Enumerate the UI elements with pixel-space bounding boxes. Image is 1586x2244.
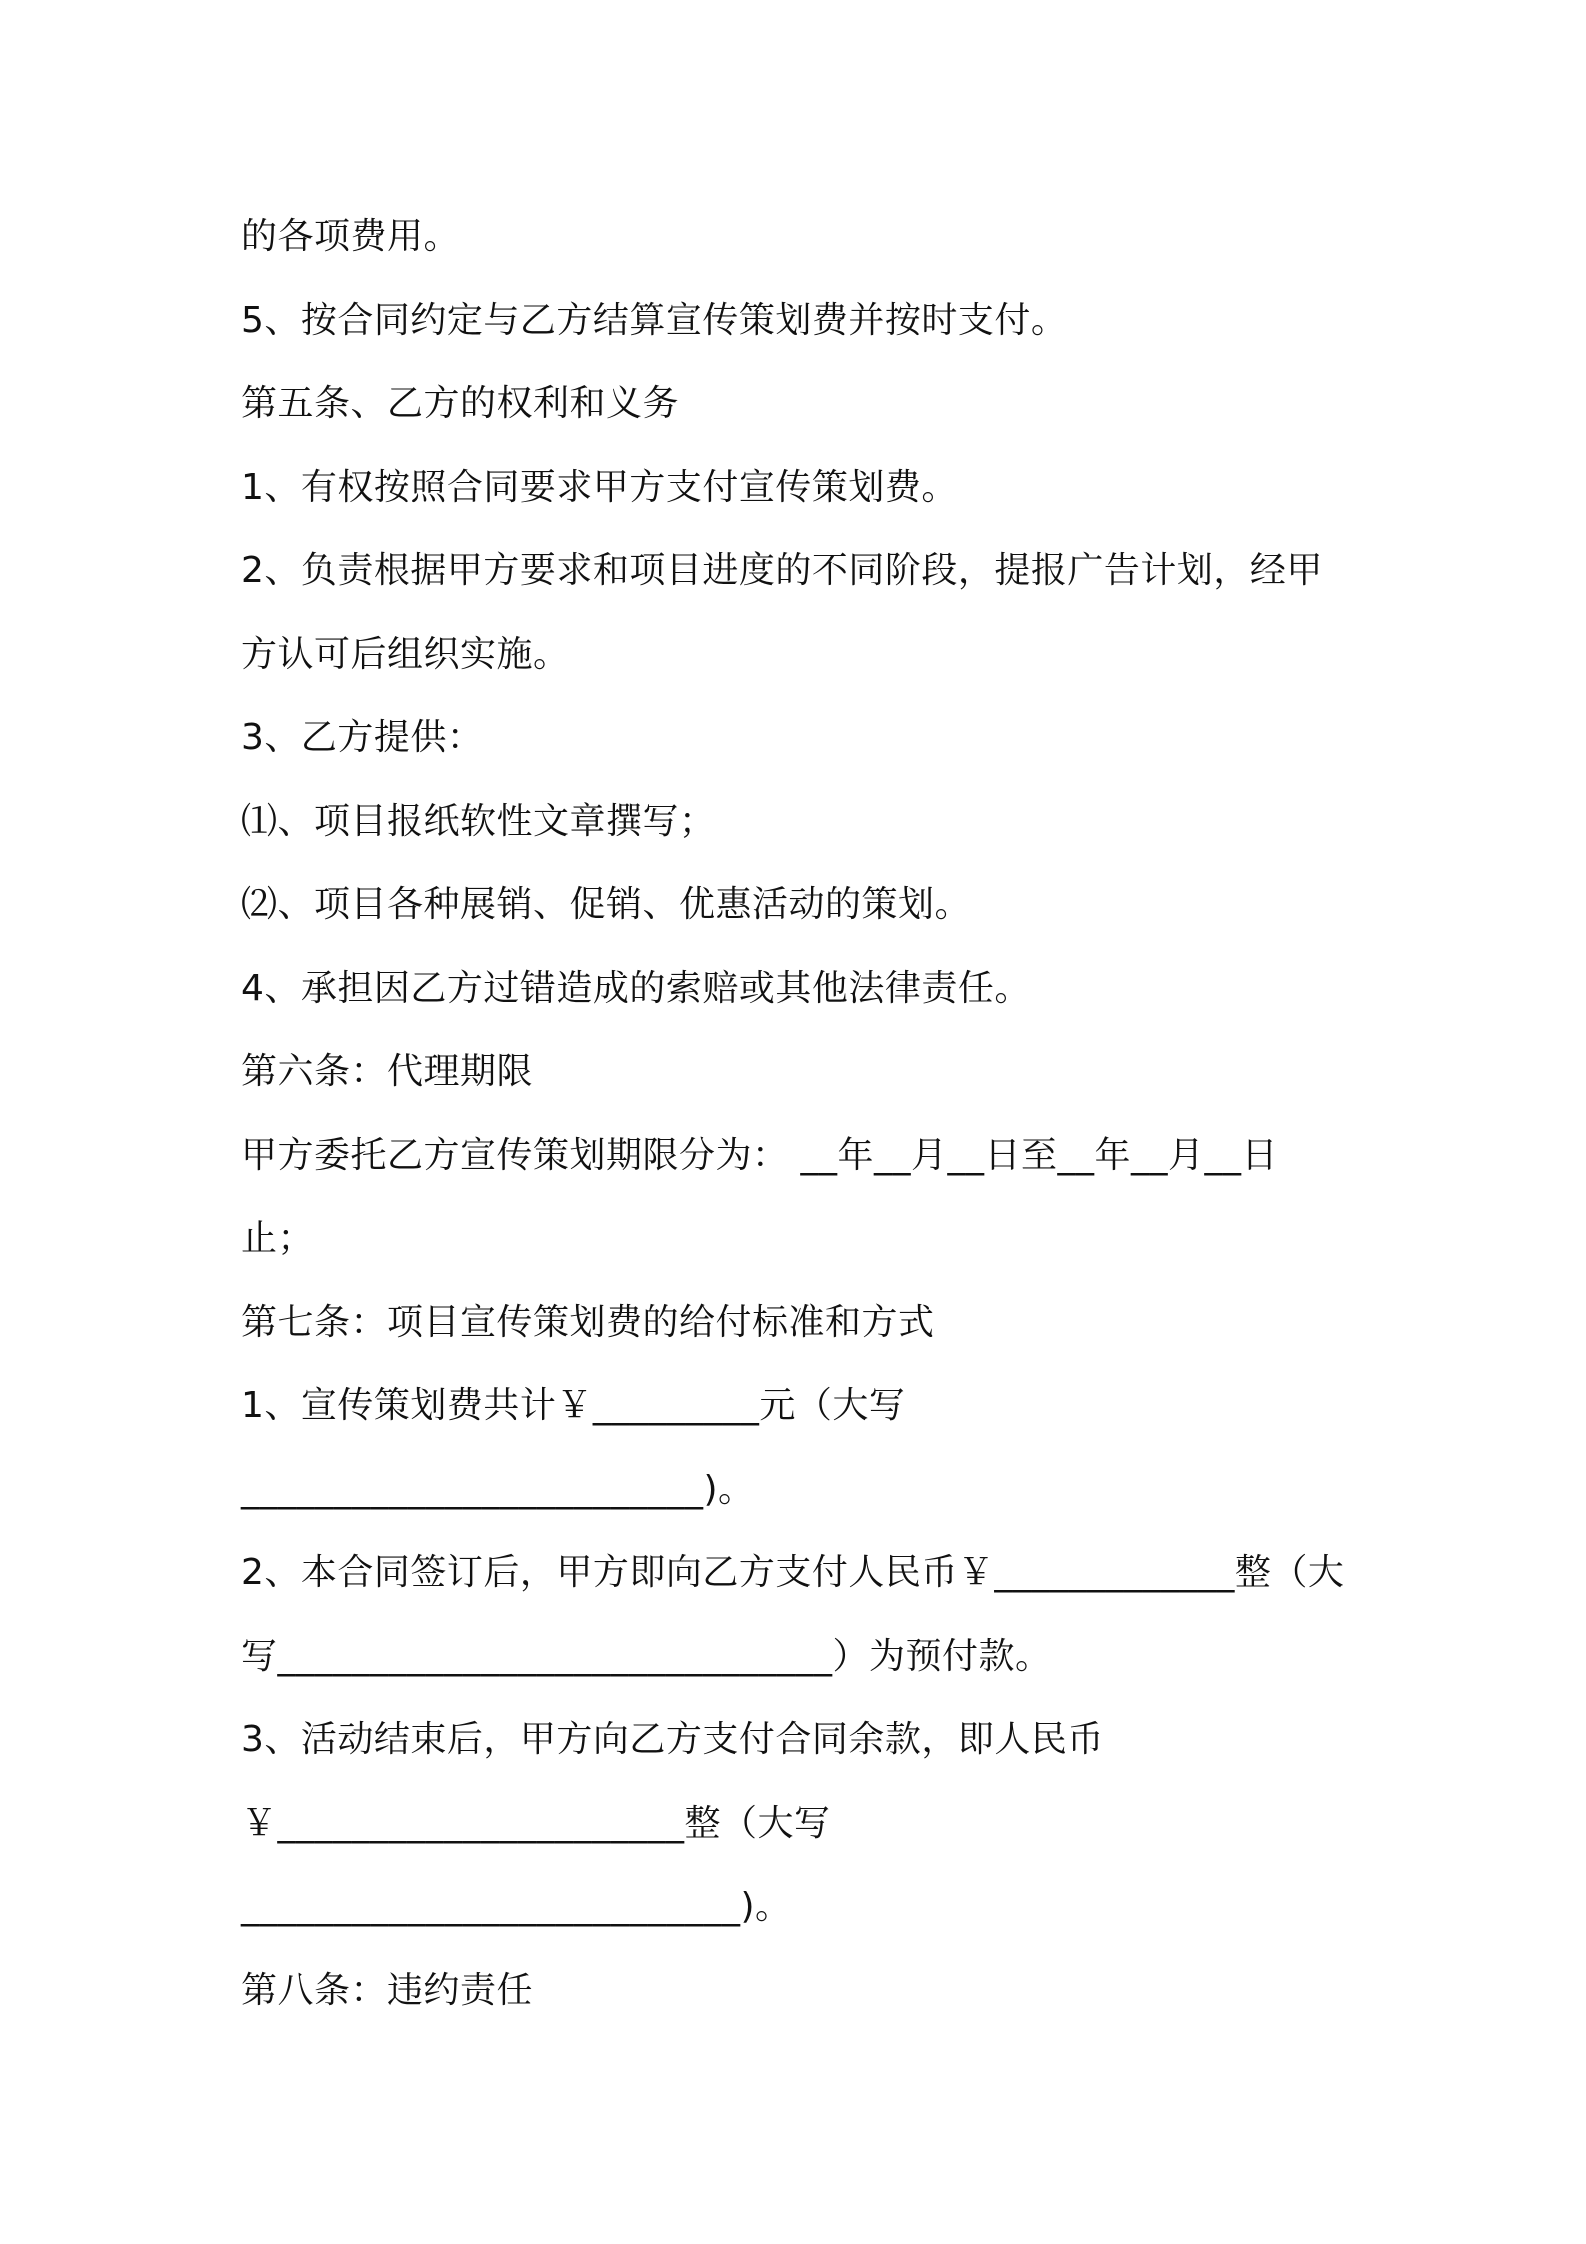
text-line: 3、活动结束后，甲方向乙方支付合同余款，即人民币 (241, 1719, 1104, 1760)
text-line: ___________________________)。 (241, 1886, 792, 1927)
section-heading: 第七条：项目宣传策划费的给付标准和方式 (241, 1301, 935, 1343)
text-line: 方认可后组织实施。 (241, 633, 570, 675)
section-heading: 第八条：违约责任 (241, 1969, 534, 2011)
text-line: 4、承担因乙方过错造成的索赔或其他法律责任。 (241, 967, 1031, 1009)
text-line: 2、本合同签订后，甲方即向乙方支付人民币￥_____________整（大 (241, 1552, 1345, 1593)
text-line: _________________________)。 (241, 1468, 755, 1510)
text-line: ￥______________________整（大写 (241, 1802, 831, 1844)
section-heading: 第五条、乙方的权利和义务 (241, 383, 680, 424)
text-line: 止； (241, 1218, 315, 1259)
text-line: 1、有权按照合同要求甲方支付宣传策划费。 (241, 466, 958, 508)
text-line: 5、按合同约定与乙方结算宣传策划费并按时支付。 (241, 299, 1068, 341)
text-line: 1、宣传策划费共计￥_________元（大写 (241, 1385, 906, 1426)
text-line: 3、乙方提供： (241, 717, 484, 758)
text-line: 甲方委托乙方宣传策划期限分为： __年__月__日至__年__月__日 (241, 1134, 1278, 1176)
section-heading: 第六条：代理期限 (241, 1051, 534, 1092)
text-line: 的各项费用。 (241, 216, 461, 257)
text-line: 写______________________________）为预付款。 (241, 1635, 1052, 1677)
document-body (241, 195, 1351, 2032)
text-line: ⑵、项目各种展销、促销、优惠活动的策划。 (241, 884, 972, 925)
text-line: ⑴、项目报纸软性文章撰写； (241, 800, 716, 842)
text-line: 2、负责根据甲方要求和项目进度的不同阶段，提报广告计划，经甲 (241, 550, 1323, 591)
